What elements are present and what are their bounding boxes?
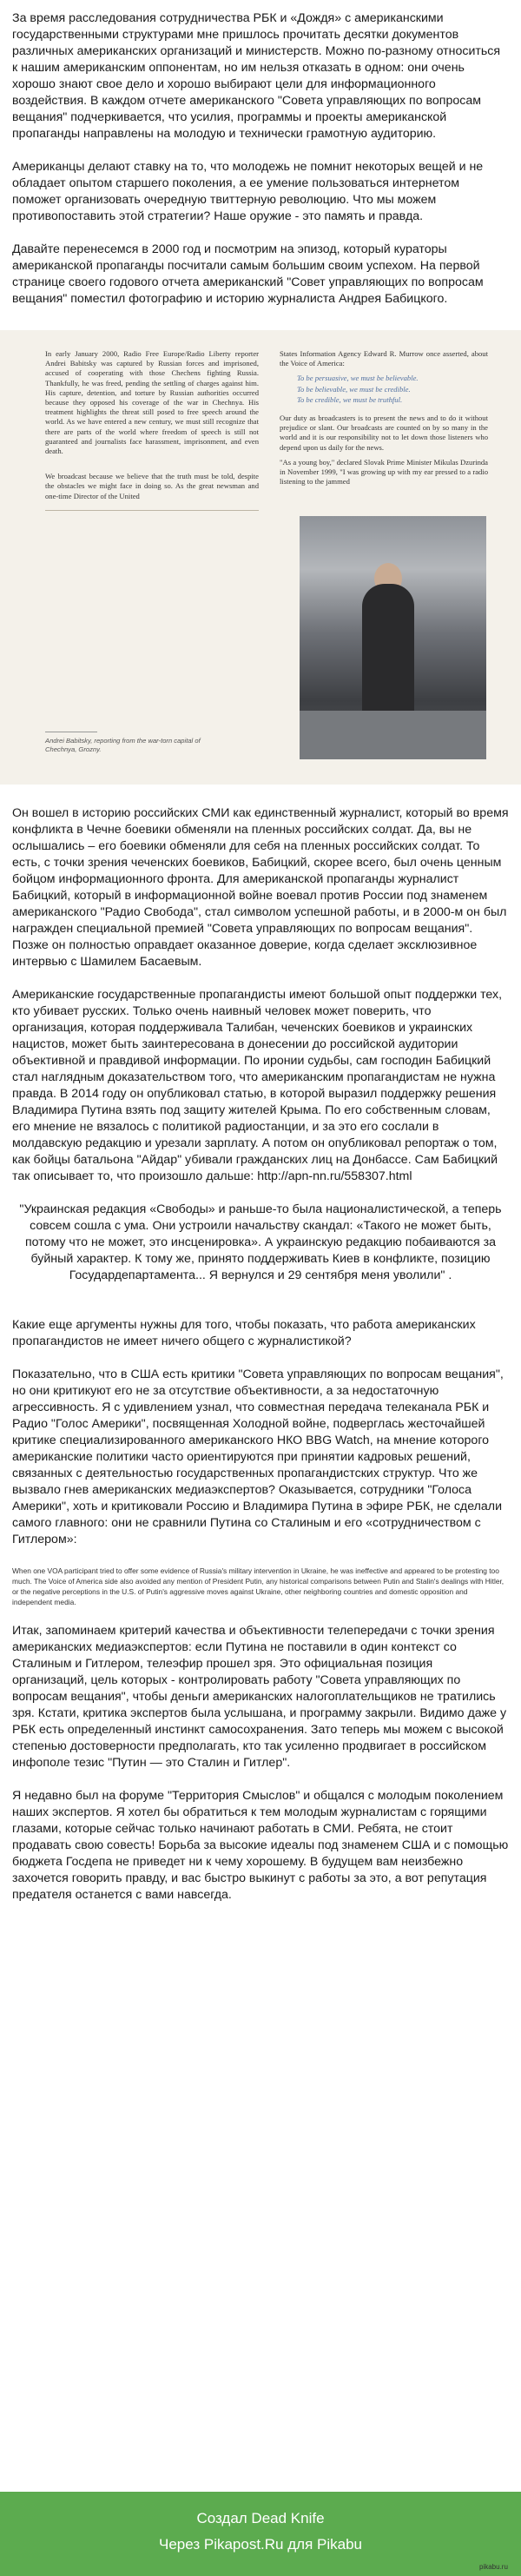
article-paragraph-6: Какие еще аргументы нужны для того, чтобы показать, что работа американских пропагандистов не имеет ничего общего с журналистикой? bbox=[12, 1318, 476, 1348]
article-paragraph-1: За время расследования сотрудничества РБК и «Дождя» с американскими государственными структурами мне пришлось прочитать десятки документов различных американских организаций и министерств. Можно по-разному относиться к нашим американским оппонентам, но им нельзя отказать в одном: они очень хорошо знают свое дело и хорошо выбирают цели для информационного воздействия. В каждом отчете американского "Совета управляющих по вопросам вещания" подчеркивается, что усилия, программы и проекты американской пропаганды направлены на молодую и технически грамотную аудиторию. bbox=[12, 11, 501, 141]
article-paragraph-5: Американские государственные пропагандисты имеют большой опыт поддержки тех, кто убивает русских. Только очень наивный человек может поверить, что организация, которая поддерживала Талибан, чеченских боевиков и украинских нацистов, может быть заинтересована в донесении до российской аудитории объективной и правдивой информации. По иронии судьбы, сам господин Бабицкий стал наглядным доказательством того, что американским пропагандистам не нужна правда. В 2014 году он опубликовал статью, в которой выразил поддержку решения Владимира Путина взять под защиту жителей Крыма. По его собственным словам, его мнение не вязалось с политикой радиостанции, и за это его сослали в молдавскую редакцию и урезали зарплату. А потом он опубликовал репортаж о том, как бойцы батальона "Айдар" убивали гражданских лиц на Донбассе. Сам Бабицкий так описывает то, что произошло дальше: http://apn-nn.ru/558307.html bbox=[12, 988, 503, 1183]
article-paragraph-3: Давайте перенесемся в 2000 год и посмотрим на эпизод, который кураторы американской пропаганды посчитали самым большим своим успехом. На первой странице своего годового отчета американский "Совет управляющих по вопросам вещания" поместил фотографию и историю журналиста Андрея Бабицкого. bbox=[12, 242, 484, 306]
footer-banner bbox=[0, 2492, 521, 2576]
scan-divider bbox=[45, 510, 259, 511]
photo-rubble bbox=[300, 711, 486, 759]
article-paragraph-7: Показательно, что в США есть критики "Совета управляющих по вопросам вещания", но они критикуют его не за отсутствие объективности, а за недостаточную агрессивность. Я с удивлением узнал, что совместная передача телеканала РБК и Радио "Голос Америки", посвященная Холодной войне, подверглась жесточайшей критике специализированного американского НКО BBG Watch, на мнение которого американские политики часто ориентируются при принятии кадровых решений, связанных с деятельностью государственных пропагандистских структур. Что же вызвало гнев американских медиаэкспертов? Оказывается, сотрудники "Голоса Америки", хоть и критиковали Россию и Владимира Путина в эфире РБК, не сделали самого главного: они не сравнили Путина со Сталиным и его «сотрудничеством с Гитлером»: bbox=[12, 1367, 504, 1546]
scan-quote-line: To be persuasive, we must be believable. bbox=[297, 374, 419, 383]
article-paragraph-4: Он вошел в историю российских СМИ как единственный журналист, который во время конфликта в Чечне боевики обменяли на пленных российских солдат. Да, вы не ослышались – его боевики обменяли для себя на пленных российских солдат. То есть, с точки зрения чеченских боевиков, Бабицкий, скорее всего, был очень ценным бойцом информационного фронта. Для американской пропаганды журналист Бабицкий, который в информационной войне воевал против России под знаменем американского "Радио Свобода", стал символом успешной работы, и в 2000-м он был награжден специальной премией "Совета управляющих по вопросам вещания". Позже он полностью оправдает оказанное доверие, когда сделает эксклюзивное интервью с Шамилем Басаевым. bbox=[12, 806, 509, 969]
scan-left-paragraph-2: We broadcast because we believe that the truth must be told, despite the obstacles we might face in doing so. As the great newsman and one-time Director of the United bbox=[45, 472, 259, 500]
babitsky-photo bbox=[300, 516, 486, 759]
scan-left-column bbox=[45, 349, 259, 507]
scan-quote-line: To be believable, we must be credible. bbox=[297, 384, 411, 394]
babitsky-quote: "Украинская редакция «Свободы» и раньше-то была националистической, а теперь совсем сошла с ума. Они устроили начальству скандал: «Такого не может быть, потому что не может, это инсценировка». А украинскую редакцию побаиваются за буйный характер. К тому же, принято поддерживать Киев в конфликте, позицию Государдепартамента... Я вернулся и 29 сентября меня уволили" . bbox=[19, 1202, 502, 1282]
article-paragraph-9: Я недавно был на форуме "Территория Смыслов" и общался с молодым поколением наших экспертов. Я хотел бы обратиться к тем молодым журналистам с горящими глазами, которые сейчас только начинают работать в СМИ. Ребята, не стоит продавать свою совесть! Борьба за высокие идеалы под знаменем США и с помощью бюджета Госдепа не приведет ни к чему хорошему. В будущем вам неизбежно захочется говорить правду, и вас быстро выкинут с работы за это, а вот репутация предателя останется с вами навсегда. bbox=[12, 1789, 509, 1902]
scan-murrow-quote bbox=[297, 374, 488, 405]
photo-figure-body bbox=[362, 584, 414, 732]
scan-right-paragraph-3: "As a young boy," declared Slovak Prime Minister Mikulas Dzurinda in November 1999, "I was growing up with my ear pressed to a radio listening to the jammed bbox=[280, 457, 488, 487]
scan-quote-line: To be credible, we must be truthful. bbox=[297, 394, 403, 404]
scan-right-paragraph-2: Our duty as broadcasters is to present the news and to do it without prejudice or slant. Our broadcasts are counted on by so many in the world and it is our responsibility not to let down those listeners who depend upon us daily for the news. bbox=[280, 414, 488, 452]
scan-right-paragraph-1: States Information Agency Edward R. Murrow once asserted, about the Voice of America: bbox=[280, 349, 488, 368]
article-paragraph-8: Итак, запоминаем критерий качества и объективности телепередачи с точки зрения американских медиаэкспертов: если Путина не поставили в один контекст со Сталиным и Гитлером, телеэфир прошел зря. Это официальная позиция организаций, цель которых - контролировать работу "Совета управляющих по вопросам вещания", чтобы деньги американских налогоплательщиков не тратились зря. Кстати, критика экспертов была услышана, и программу закрыли. Видимо даже у РБК есть определенный инстинкт самосохранения. Зато теперь мы можем с высокой степенью достоверности предполагать, кто так усиленно продвигает в российском инфополе тезис "Путин — это Сталин и Гитлер". bbox=[12, 1624, 507, 1770]
scan-left-paragraph-1: In early January 2000, Radio Free Europe/Radio Liberty reporter Andrei Babitsky was captured by Russian forces and imprisoned, accused of cooperating with those Chechens fighting Russia. Thankfully, he was freed, pending the settling of charges against him. His capture, detention, and torture by Russian authorities occurred because they opposed his coverage of the war in Chechnya. His treatment highlights the threat still posed to free speech around the world. As we have entered a new century, we must still recognize that there are parts of the world where freedom of speech is still not guaranteed and journalists face harassment, imprisonment, and even death. bbox=[45, 349, 259, 456]
report-scan-image bbox=[0, 330, 521, 785]
article-paragraph-2: Американцы делают ставку на то, что молодежь не помнит некоторых вещей и не обладает опытом старшего поколения, а ее умение пользоваться интернетом поможет организовать очередную твиттерную революцию. Что мы можем противопоставить этой стратегии? Наше оружие - это память и правда. bbox=[12, 160, 484, 223]
scan-right-column bbox=[280, 349, 488, 492]
pikabu-watermark: pikabu.ru bbox=[479, 2563, 508, 2571]
footer-author: Создал Dead Knife bbox=[196, 2510, 325, 2526]
photo-caption: Andrei Babitsky, reporting from the war-torn capital of Chechnya, Grozny. bbox=[45, 737, 201, 753]
bbg-watch-excerpt: When one VOA participant tried to offer some evidence of Russia's military intervention in Ukraine, he was ineffective and appeared to be protesting too much. The Voice of America side also avoided any mention of President Putin, any historical comparisons between Putin and Stalin's dealings with Hitler, or the negative perceptions in the U.S. of Putin's aggressive moves against Ukraine, other neighboring countries and domestic opposition and independent media. bbox=[12, 1566, 505, 1606]
footer-source: Через Pikapost.Ru для Pikabu bbox=[159, 2536, 362, 2553]
